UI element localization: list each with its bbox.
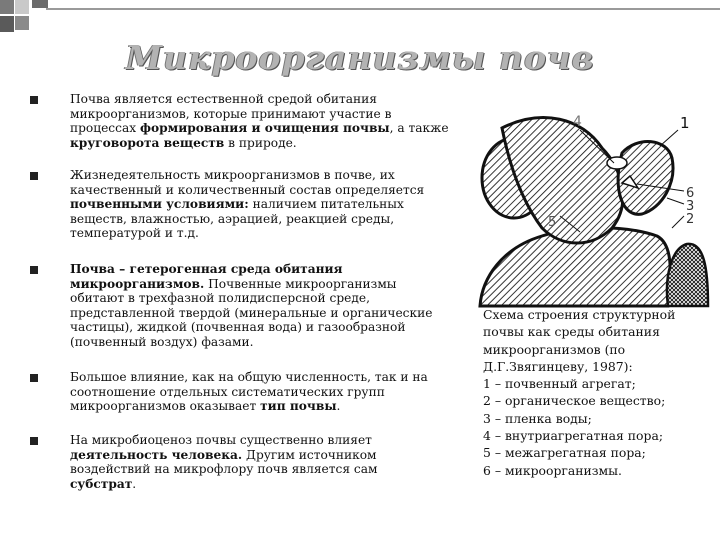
text-run: Жизнедеятельность микроорганизмов в почве, их качественный и количественный состав определяется [70,168,425,197]
corner-square [0,16,14,32]
caption-line: почвы как среды обитания [483,324,660,340]
leader-line-2 [672,216,684,228]
bullet-marker [30,96,38,104]
corner-square [15,16,29,30]
bold-text-run: тип почвы [260,399,337,414]
soil-structure-diagram [472,108,720,308]
diagram-label-4: 4 [573,114,582,130]
diagram-caption [483,306,718,479]
header-rule [46,8,720,10]
corner-square [0,0,14,14]
bold-text-run: формирования и очищения почвы [139,121,390,136]
caption-line: 5 – межагрегатная пора; [483,445,646,461]
caption-line: микроорганизмов (по [483,341,626,357]
diagram-label-3: 3 [686,199,695,214]
bullet-text [70,92,450,150]
bullet-marker [30,266,38,274]
bullet-text [70,168,462,241]
text-run: На микробиоценоз почвы существенно влияет [70,433,372,447]
bullet-marker [30,374,38,382]
text-run: Почва является естественной средой обитания микроорганизмов, которые принимают участие в процессах [70,92,392,136]
text-run: Большое влияние, как на общую численность, так и на соотношение отдельных систематических групп микроорганизмов оказывает [70,370,428,414]
caption-line: Д.Г.Звягинцеву, 1987): [483,358,633,374]
bullet-marker [30,437,38,445]
caption-line: 1 – почвенный агрегат; [483,376,636,392]
leader-line-1 [660,130,678,146]
bold-text-run: деятельность человека. [70,447,243,462]
bullet-text [70,370,455,414]
caption-line: Схема строения структурной [483,307,676,322]
caption-line: 2 – органическое вещество; [483,393,666,409]
diagram-label-6: 6 [686,186,695,201]
text-run: . [336,399,341,414]
soil-aggregate-right [618,142,673,215]
corner-square [32,0,48,8]
slide-title: Микроорганизмы почв [125,38,595,77]
bold-text-run: субстрат [70,476,133,491]
diagram-label-2: 2 [686,212,695,227]
text-run: Другим источником воздействий на микрофлору почв является сам [70,447,378,477]
bullet-text [70,433,430,491]
bold-text-run: почвенными условиями: [70,197,249,212]
text-run: Почвенные микроорганизмы обитают в трехфазной полидисперсной среде, представленной твердой (минеральные и органические частицы), жидкой (почвенная вода) и газообразной (почвенный воздух) фазами. [70,276,433,349]
caption-line: 4 – внутриагрегатная пора; [483,428,664,444]
bullet-text [70,262,450,350]
caption-line: 3 – пленка воды; [483,410,592,426]
bullet-marker [30,172,38,180]
text-run: . [132,476,137,491]
diagram-label-5: 5 [548,215,557,230]
text-run: в природе. [224,135,297,150]
organic-matter [667,244,708,306]
bold-text-run: Почва – гетерогенная среда обитания микроорганизмов. [70,262,343,291]
diagram-label-1: 1 [680,114,690,132]
text-run: наличием питательных веществ, влажностью, аэрацией, реакцией среды, температурой и т.д. [70,197,404,241]
leader-line-3 [667,198,684,204]
text-run: , а также [389,121,449,136]
caption-line: 6 – микроорганизмы. [483,462,622,478]
soil-aggregate-center [502,118,623,243]
corner-square [15,0,29,14]
bold-text-run: круговорота веществ [70,135,225,150]
